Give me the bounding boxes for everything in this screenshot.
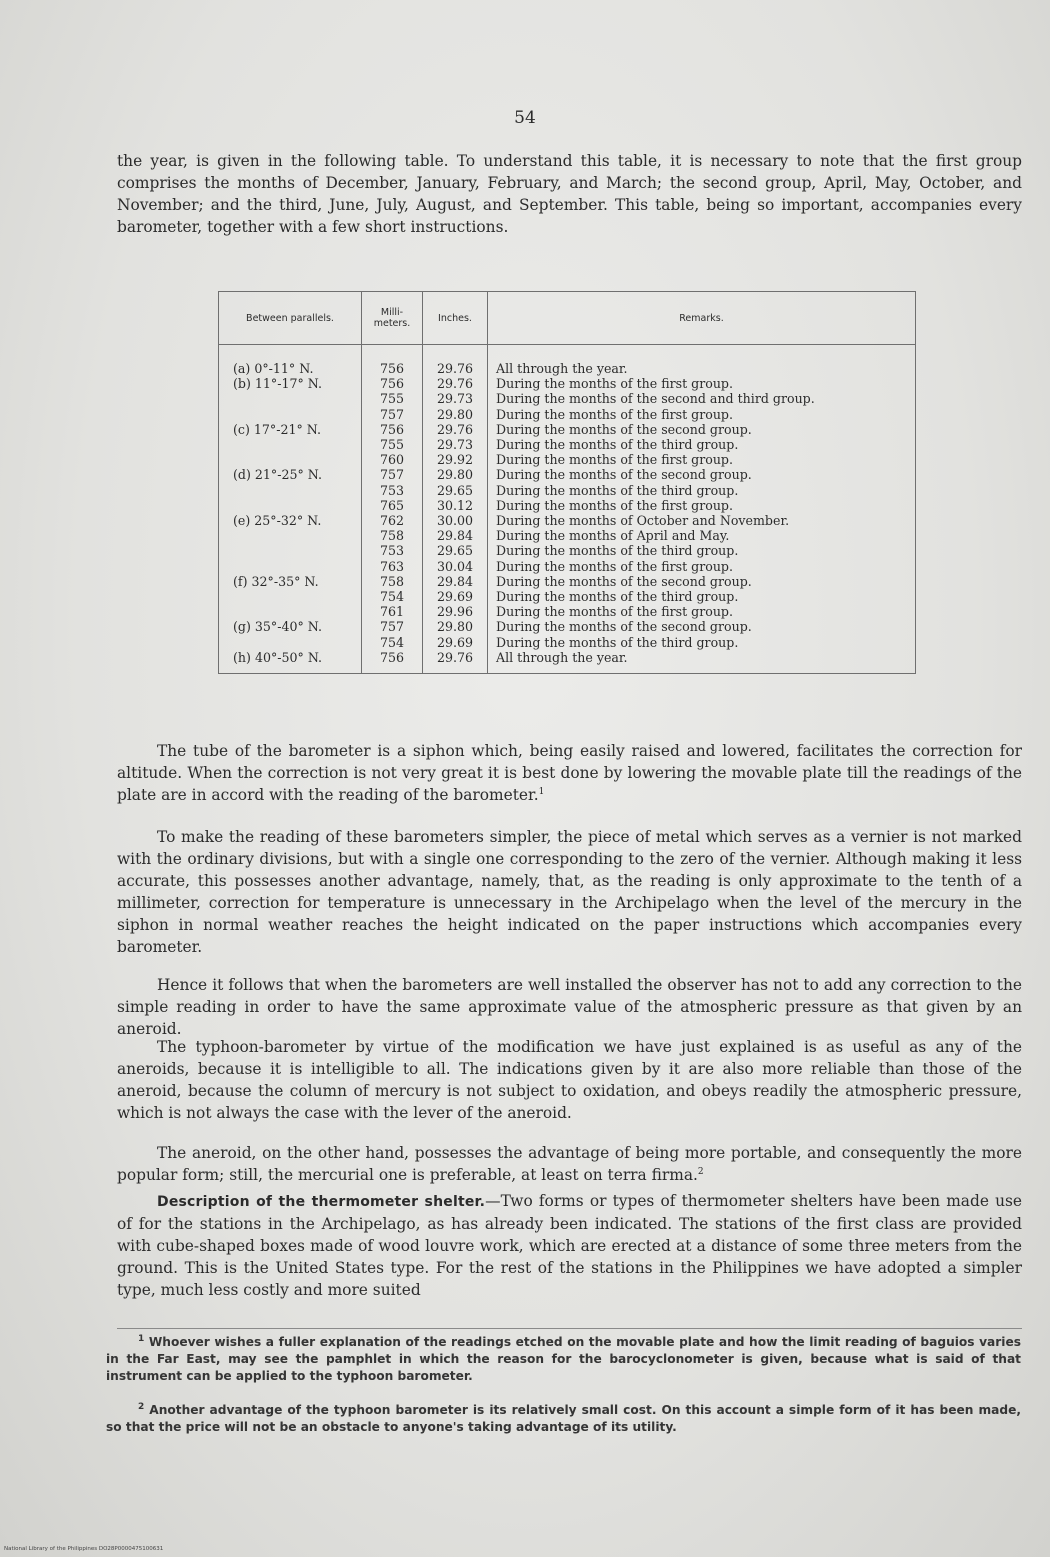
table-row: [219, 498, 916, 513]
millimeters-cell: 757: [362, 467, 423, 482]
parallel-cell: (h) 40°-50° N.: [219, 650, 362, 674]
footnote-mark: 2: [138, 1401, 145, 1412]
library-imprint: National Library of the Philippines DO28P0000475100631: [4, 1546, 164, 1552]
footnote-text: Whoever wishes a fuller explanation of the readings etched on the movable plate and how the limit reading of baguios varies in the Far East, may see the pamphlet in which the reason for the barocyclonometer is given, because what is said of that instrument can be applied to the typhoon barometer.: [106, 1335, 1021, 1383]
parallel-cell: (a) 0°-11° N.: [219, 345, 362, 377]
table-row: [219, 543, 916, 558]
remarks-cell: During the months of the second group.: [496, 421, 752, 437]
table-row: [219, 452, 916, 467]
inches-cell: 29.84: [423, 528, 488, 543]
table-row: [219, 437, 916, 452]
inches-cell: 29.76: [423, 650, 488, 674]
inches-cell: 29.80: [423, 619, 488, 634]
header-millimeters: Milli-meters.: [362, 292, 423, 345]
paragraph-typhoon-barometer: The typhoon-barometer by virtue of the modification we have just explained is as useful as any of the aneroids, because it is intelligible to all. The indications given by it are also more reliable than those of the aneroid, because the column of mercury is not subject to oxidation, and obeys readily the atmospheric pressure, which is not always the case with the lever of the aneroid.: [117, 1038, 1022, 1122]
millimeters-cell: 756: [362, 650, 423, 674]
inches-cell: 29.69: [423, 589, 488, 604]
paragraph-vernier: To make the reading of these barometers simpler, the piece of metal which serves as a vernier is not marked with the ordinary divisions, but with a single one corresponding to the zero of the vernier. Although making it less accurate, this possesses another advantage, namely, that, as the reading is only approximate to the tenth of a millimeter, correction for temperature is unnecessary in the Archipelago when the level of the mercury in the siphon in normal weather reaches the height indicated on the paper instructions which accompanies every barometer.: [117, 828, 1022, 956]
remarks-cell: During the months of the second group.: [496, 467, 752, 483]
table-row: [219, 407, 916, 422]
remarks-cell: During the months of the first group.: [496, 497, 733, 513]
barometer-table: [218, 291, 916, 674]
remarks-cell: All through the year.: [496, 649, 628, 665]
table-row: [219, 513, 916, 528]
parallel-cell: [219, 452, 362, 467]
table-row: [219, 376, 916, 391]
remarks-cell: During the months of the first group.: [496, 604, 733, 620]
header-parallels: Between parallels.: [219, 292, 362, 345]
footnote-ref: 2: [697, 1166, 704, 1177]
parallel-cell: [219, 635, 362, 650]
parallel-cell: [219, 498, 362, 513]
parallel-cell: [219, 543, 362, 558]
header-remarks: Remarks.: [488, 292, 916, 345]
paragraph-thermometer-shelter: [117, 1190, 1022, 1301]
table-row: [219, 467, 916, 482]
millimeters-cell: 765: [362, 498, 423, 513]
inches-cell: 29.76: [423, 422, 488, 437]
footnote-1: [106, 1334, 1021, 1385]
parallel-cell: (d) 21°-25° N.: [219, 467, 362, 482]
table-row: [219, 559, 916, 574]
remarks-cell: During the months of the first group.: [496, 376, 733, 392]
paragraph-correction: Hence it follows that when the barometers are well installed the observer has not to add any correction to the simple reading in order to have the same approximate value of the atmospheric pressure as that given by an aneroid.: [117, 976, 1022, 1038]
footnote-2: [106, 1402, 1021, 1436]
remarks-cell: During the months of the third group.: [496, 589, 739, 605]
millimeters-cell: 755: [362, 437, 423, 452]
inches-cell: 30.12: [423, 498, 488, 513]
table-row: [219, 391, 916, 406]
millimeters-cell: 761: [362, 604, 423, 619]
page-number: 54: [514, 108, 536, 128]
millimeters-cell: 757: [362, 407, 423, 422]
table-body: [219, 345, 916, 674]
paragraph-text: The aneroid, on the other hand, possesses the advantage of being more portable, and consequently the more popular form; still, the mercurial one is preferable, at least on terra firma.: [117, 1144, 1022, 1184]
remarks-cell: During the months of October and November.: [496, 513, 790, 529]
inches-cell: 30.04: [423, 559, 488, 574]
paragraph-aneroid: [117, 1142, 1022, 1186]
millimeters-cell: 756: [362, 345, 423, 377]
footnote-divider: [117, 1328, 1022, 1329]
parallel-cell: [219, 559, 362, 574]
table-row: [219, 574, 916, 589]
parallel-cell: (c) 17°-21° N.: [219, 422, 362, 437]
parallel-cell: [219, 437, 362, 452]
remarks-cell: During the months of the first group.: [496, 406, 733, 422]
remarks-cell: During the months of the second and third group.: [496, 391, 815, 407]
footnote-text: Another advantage of the typhoon barometer is its relatively small cost. On this account a simple form of it has been made, so that the price will not be an obstacle to anyone's taking advantage of its utility.: [106, 1403, 1021, 1434]
inches-cell: 29.92: [423, 452, 488, 467]
millimeters-cell: 754: [362, 589, 423, 604]
paragraph-text: —Two forms or types of thermometer shelters have been made use of for the stations in the Archipelago, as has already been indicated. The stations of the first class are provided with cube-shaped boxes made of wood louvre work, which are erected at a distance of some three meters from the ground. This is the United States type. For the rest of the stations in the Philippines we have adopted a simpler type, much less costly and more suited: [117, 1192, 1022, 1299]
remarks-cell: During the months of the third group.: [496, 482, 739, 498]
parallel-cell: [219, 391, 362, 406]
parallel-cell: [219, 589, 362, 604]
table-row: [219, 589, 916, 604]
table-header-row: [219, 292, 916, 345]
millimeters-cell: 758: [362, 574, 423, 589]
inches-cell: 29.84: [423, 574, 488, 589]
paragraph-text: The tube of the barometer is a siphon which, being easily raised and lowered, facilitates the correction for altitude. When the correction is not very great it is best done by lowering the movable plate till the readings of the plate are in accord with the reading of the barometer.: [117, 742, 1022, 804]
remarks-cell: During the months of the third group.: [496, 437, 739, 453]
parallel-cell: (f) 32°-35° N.: [219, 574, 362, 589]
millimeters-cell: 754: [362, 635, 423, 650]
parallel-cell: (b) 11°-17° N.: [219, 376, 362, 391]
remarks-cell: During the months of the first group.: [496, 558, 733, 574]
table-row: [219, 483, 916, 498]
parallel-cell: (e) 25°-32° N.: [219, 513, 362, 528]
inches-cell: 30.00: [423, 513, 488, 528]
table-row: [219, 345, 916, 377]
parallel-cell: [219, 528, 362, 543]
table-row: [219, 650, 916, 674]
parallel-cell: [219, 483, 362, 498]
inches-cell: 29.76: [423, 376, 488, 391]
remarks-cell: All through the year.: [496, 361, 628, 376]
inches-cell: 29.76: [423, 345, 488, 377]
millimeters-cell: 763: [362, 559, 423, 574]
section-heading: Description of the thermometer shelter.: [157, 1194, 486, 1210]
inches-cell: 29.65: [423, 543, 488, 558]
inches-cell: 29.73: [423, 437, 488, 452]
remarks-cell: During the months of April and May.: [496, 528, 730, 544]
inches-cell: 29.65: [423, 483, 488, 498]
intro-paragraph: the year, is given in the following table. To understand this table, it is necessary to note that the first group comprises the months of December, January, February, and March; the second group, April, May, October, and November; and the third, June, July, August, and September. This table, being so important, accompanies every barometer, together with a few short instructions.: [117, 152, 1022, 236]
millimeters-cell: 757: [362, 619, 423, 634]
remarks-cell: During the months of the first group.: [496, 452, 733, 468]
inches-cell: 29.80: [423, 407, 488, 422]
millimeters-cell: 762: [362, 513, 423, 528]
table-row: [219, 528, 916, 543]
millimeters-cell: 756: [362, 422, 423, 437]
inches-cell: 29.80: [423, 467, 488, 482]
table-row: [219, 635, 916, 650]
inches-cell: 29.96: [423, 604, 488, 619]
millimeters-cell: 760: [362, 452, 423, 467]
parallel-cell: [219, 604, 362, 619]
table-row: [219, 422, 916, 437]
footnote-ref: 1: [538, 786, 545, 797]
millimeters-cell: 758: [362, 528, 423, 543]
millimeters-cell: 753: [362, 483, 423, 498]
inches-cell: 29.69: [423, 635, 488, 650]
millimeters-cell: 756: [362, 376, 423, 391]
parallel-cell: (g) 35°-40° N.: [219, 619, 362, 634]
millimeters-cell: 755: [362, 391, 423, 406]
header-inches: Inches.: [423, 292, 488, 345]
millimeters-cell: 753: [362, 543, 423, 558]
remarks-cell: During the months of the third group.: [496, 634, 739, 650]
remarks-cell: During the months of the second group.: [496, 573, 752, 589]
table-row: [219, 619, 916, 634]
table-row: [219, 604, 916, 619]
parallel-cell: [219, 407, 362, 422]
remarks-cell: During the months of the second group.: [496, 619, 752, 635]
inches-cell: 29.73: [423, 391, 488, 406]
paragraph-siphon: [117, 740, 1022, 806]
remarks-cell: During the months of the third group.: [496, 543, 739, 559]
footnote-mark: 1: [138, 1333, 145, 1344]
